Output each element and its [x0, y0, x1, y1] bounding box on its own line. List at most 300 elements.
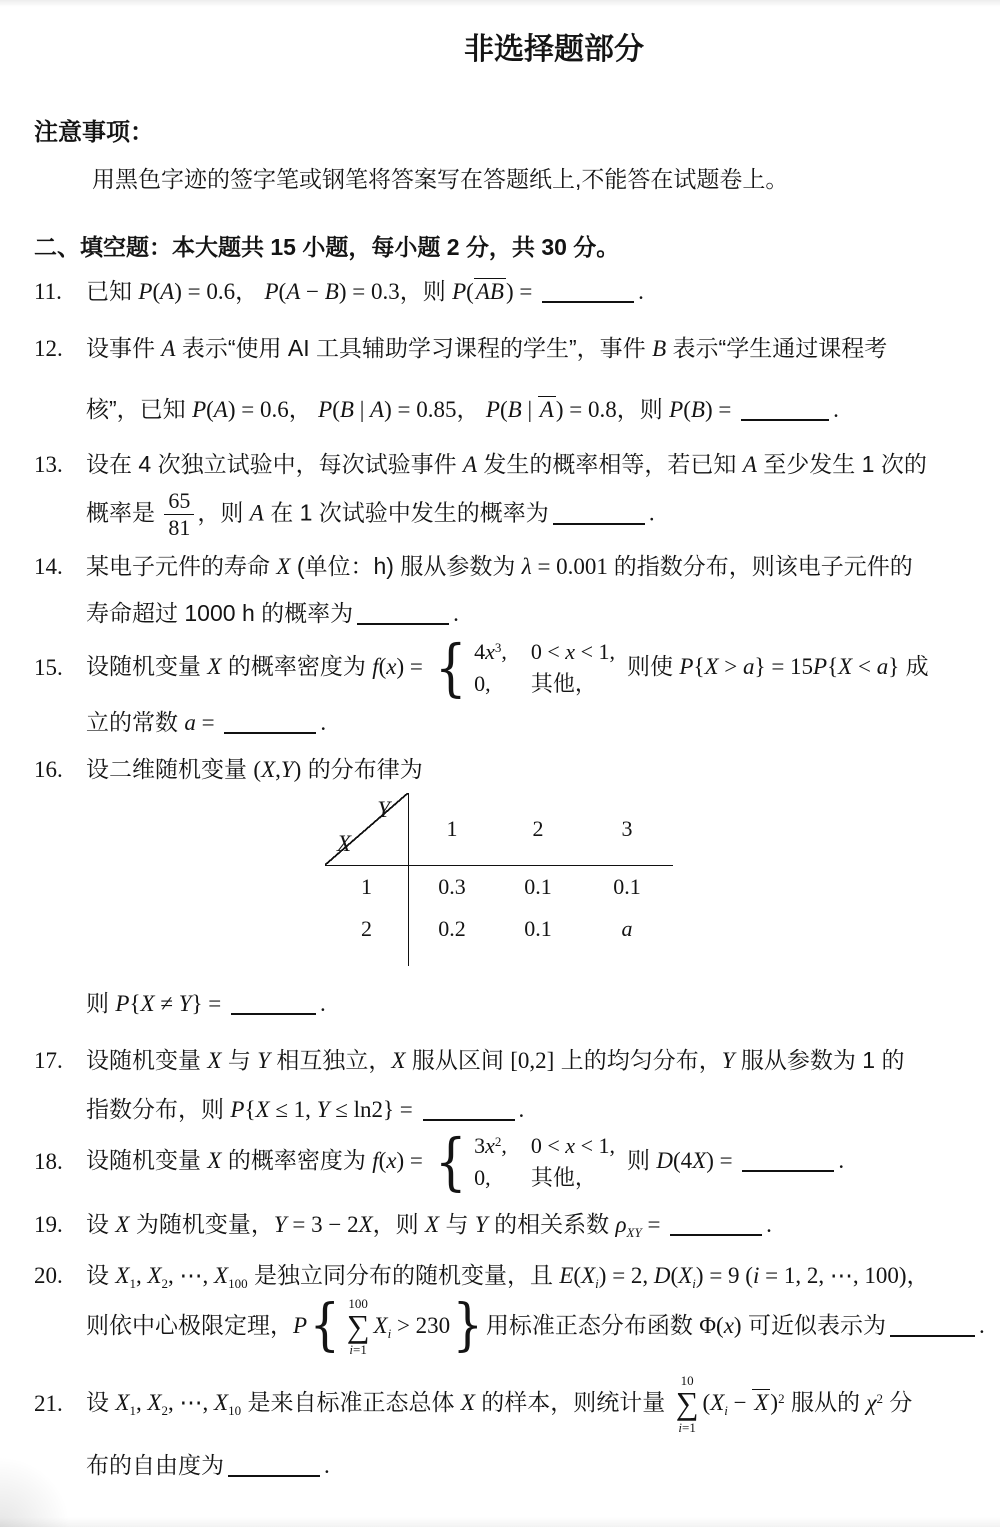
superscript: 3 [494, 640, 502, 655]
text-run: 设 [86, 1389, 116, 1416]
math-var: P [115, 991, 130, 1016]
math-text: , [501, 639, 507, 664]
text-run: 的相关系数 [487, 1211, 616, 1237]
fraction-denominator: 81 [164, 514, 194, 541]
math-var: X [276, 554, 291, 579]
question-21-line-2 [86, 1448, 970, 1483]
table-col-header: 2 [495, 793, 581, 866]
math-text: = 1, 2, ⋯, 100) [759, 1263, 907, 1288]
text-run: 相互独立， [270, 1047, 392, 1073]
math-text: ( [206, 397, 214, 422]
math-var: B [652, 336, 667, 361]
math-var: P [230, 1097, 245, 1122]
piecewise-cell [531, 1165, 615, 1191]
text-run: 概率是 [86, 499, 162, 526]
text-run: 是来自标准正态总体 [241, 1389, 461, 1416]
math-text: > 230 [391, 1312, 451, 1338]
math-var: X [207, 654, 222, 680]
fraction [164, 488, 194, 541]
table-cell: 0.3 [438, 874, 466, 899]
math-text: . [324, 1452, 330, 1478]
math-text: ) [770, 1390, 779, 1416]
math-var: X [460, 1390, 475, 1416]
big-brace: { [309, 1293, 341, 1359]
superscript: 2 [876, 1391, 883, 1407]
subscript: i [595, 1276, 599, 1291]
text-run: ， [235, 278, 265, 304]
math-var: λ [521, 554, 532, 579]
math-var: A [249, 500, 264, 526]
math-text: } = 15 [754, 654, 814, 680]
math-text: { [244, 1097, 256, 1122]
math-var: X [425, 1212, 440, 1237]
math-text: ) = 2, [598, 1263, 654, 1288]
text-run: 的样本，则统计量 [474, 1389, 672, 1416]
math-text: = 0.001 [531, 554, 614, 579]
text-run: ，则 [399, 278, 453, 304]
question-12-line-2 [86, 392, 970, 427]
math-text: − [300, 279, 325, 304]
sum-operator [347, 1297, 370, 1356]
sum-operator [676, 1374, 699, 1433]
math-text: ) = 0.8 [555, 397, 617, 422]
math-var: A [370, 397, 385, 422]
text-run: 服从区间 [405, 1047, 511, 1073]
text-run: 的指数分布，则该电子元件的 [613, 553, 913, 579]
text-run: ， [906, 1262, 930, 1288]
math-var: B [324, 279, 339, 304]
math-var: A [161, 336, 176, 361]
text-run: 分 [883, 1389, 913, 1416]
sigma-glyph: ∑ [675, 1385, 699, 1422]
subscript: 1 [129, 1276, 136, 1291]
math-var: A [160, 279, 175, 304]
text-run: 成 [899, 653, 929, 680]
math-text: ( [466, 279, 474, 304]
math-var: X [710, 1390, 725, 1416]
answer-blank [224, 732, 316, 734]
math-text: ) = 0.6 [227, 397, 289, 422]
math-text: } = [191, 991, 227, 1016]
piecewise-function [431, 1125, 615, 1199]
fraction-numerator: 65 [168, 488, 191, 513]
math-text: = [195, 710, 221, 735]
math-text: . [766, 1212, 772, 1237]
math-text: 3 [474, 1133, 486, 1158]
math-text: = [641, 1212, 667, 1237]
math-text: < 1, [575, 639, 615, 664]
math-var: i [678, 1419, 682, 1435]
text-run: 设随机变量 [86, 653, 208, 680]
math-var: Y [273, 1212, 287, 1237]
math-var: a [876, 654, 889, 680]
math-var: P [192, 397, 207, 422]
question-13-line-2 [86, 488, 970, 541]
question-19-line-1 [34, 1207, 970, 1242]
text-run: 则 [86, 990, 116, 1016]
table-corner-cell [325, 793, 409, 866]
math-var: X [373, 1312, 388, 1338]
math-var: x [485, 1133, 495, 1158]
math-text: , [135, 1263, 148, 1288]
math-var: χ [866, 1390, 877, 1416]
math-var: Y [178, 991, 192, 1016]
math-var: X [838, 654, 853, 680]
table-cell: 0.1 [613, 874, 641, 899]
text-run: 为随机变量， [129, 1211, 274, 1237]
piecewise-cell [474, 671, 507, 697]
math-text: ) = 0.3 [338, 279, 400, 304]
math-var: X [147, 1263, 162, 1288]
math-var: X [207, 1048, 222, 1073]
math-var: A [462, 452, 478, 477]
math-var: Y [257, 1048, 271, 1073]
question-number-12: 12. [34, 335, 63, 361]
math-text: ) = [396, 654, 429, 680]
math-text: ( [499, 397, 508, 422]
subscript: 2 [161, 1276, 169, 1291]
math-var: X [147, 1390, 162, 1416]
answer-blank [670, 1234, 762, 1236]
text-run: 设 [86, 1262, 116, 1288]
question-number-14: 14. [34, 553, 63, 579]
math-text: . [518, 1097, 525, 1122]
math-text: , ⋯, [168, 1390, 215, 1416]
math-text: . [638, 279, 644, 304]
text-run: 布的自由度为 [86, 1451, 224, 1478]
question-20-line-2 [86, 1293, 985, 1359]
question-17-line-2 [86, 1092, 970, 1127]
text-run: ， [288, 396, 319, 422]
math-var: Y [316, 1097, 330, 1122]
text-run: 与 [439, 1211, 475, 1237]
distribution-table [325, 793, 970, 966]
math-text: ≤ 1, [269, 1097, 317, 1122]
text-run: 至少发生 1 次的 [756, 451, 927, 477]
text-run: 设随机变量 [86, 1147, 208, 1174]
math-text: ) = 9 ( [695, 1263, 753, 1288]
text-run: 表示“使用 AI 工具辅助学习课程的学生”，事件 [175, 335, 653, 361]
math-text: ( [332, 397, 340, 422]
text-run: 用标准正态分布函数 [485, 1311, 700, 1338]
text-run: 设二维随机变量 [86, 756, 254, 782]
math-text: =1 [682, 1419, 696, 1435]
math-var: x [386, 654, 397, 680]
question-15-line-2 [86, 705, 970, 740]
math-var: X [391, 1048, 406, 1073]
text-run: 设 [86, 1211, 116, 1237]
text-run: 服从的 [784, 1389, 867, 1416]
math-text: 0, [474, 671, 491, 696]
math-var: X [115, 1390, 130, 1416]
math-text: ( [378, 654, 387, 680]
math-text: ( [683, 397, 691, 422]
math-var: f [372, 1148, 379, 1174]
math-text: . [320, 710, 327, 735]
math-var: a [743, 654, 755, 680]
math-var: X [581, 1263, 596, 1288]
math-var: P [813, 654, 828, 680]
piecewise-brace: { [434, 631, 467, 705]
math-text: ( [573, 1263, 582, 1288]
math-text: 4 [474, 639, 486, 664]
answer-blank [553, 523, 645, 525]
answer-blank [231, 1013, 316, 1015]
subscript: 1 [129, 1403, 136, 1419]
math-var: X [704, 654, 719, 680]
text-run: 设在 4 次独立试验中，每次试验事件 [86, 451, 463, 477]
piecewise-cell [531, 671, 615, 697]
math-var: x [565, 1133, 576, 1158]
table-cell: a [621, 916, 633, 941]
math-var: x [386, 1148, 397, 1174]
math-var: D [656, 1148, 673, 1174]
piecewise-grid [474, 1133, 615, 1191]
math-text: [0,2] [510, 1048, 555, 1073]
notice-label: 注意事项： [34, 119, 154, 146]
answer-blank [542, 301, 634, 303]
math-text: ) = 0.85 [384, 397, 457, 422]
answer-blank [228, 1475, 320, 1477]
table-col-header: 3 [581, 793, 673, 866]
question-number-18: 18. [34, 1149, 63, 1174]
text-run: 设事件 [86, 335, 162, 361]
section-header: 二、填空题：本大题共 15 小题，每小题 2 分，共 30 分。 [34, 234, 620, 260]
text-run: 寿命超过 1000 h 的概率为 [86, 600, 354, 626]
math-var: X [358, 1212, 373, 1237]
math-var: E [559, 1263, 574, 1288]
text-run: 设随机变量 [86, 1047, 208, 1073]
table-row-label: 2 [325, 908, 409, 950]
text-run: 立的常数 [86, 709, 185, 735]
text-run: ，则 [197, 499, 250, 526]
math-text: , [275, 757, 281, 782]
sum-lower-limit [678, 1421, 695, 1434]
math-var: x [723, 1312, 734, 1338]
question-16-then-line [86, 986, 970, 1021]
text-run: ， [456, 396, 486, 422]
text-run: 其他， [530, 1165, 597, 1190]
text-run: 的分布律为 [301, 756, 423, 782]
text-run: 其他， [530, 671, 597, 696]
math-var: Y [474, 1212, 488, 1237]
math-var: X [754, 1390, 769, 1416]
math-var: x [485, 639, 495, 664]
overline [474, 278, 506, 305]
subscript: 100 [228, 1276, 248, 1291]
table-row-label: 1 [325, 866, 409, 908]
math-var: X [678, 1263, 693, 1288]
sum-lower-limit [349, 1343, 366, 1356]
table-col-header: 1 [409, 793, 495, 866]
math-text: . [320, 991, 326, 1016]
math-text: ( [278, 279, 287, 304]
subscript: XY [626, 1225, 642, 1240]
question-20-line-1 [34, 1258, 970, 1293]
math-var: B [690, 397, 705, 422]
text-run: ，则 [372, 1211, 426, 1237]
math-var: X [140, 991, 155, 1016]
math-text: , [501, 1133, 507, 1158]
math-text: ( [670, 1263, 679, 1288]
math-text: { [129, 991, 141, 1016]
text-run: 指数分布，则 [86, 1096, 231, 1122]
table-cell: 0.1 [524, 874, 552, 899]
math-var: A [213, 397, 228, 422]
math-var: i [349, 1342, 353, 1358]
text-run: 则 [626, 1147, 657, 1174]
text-run: 的概率密度为 [221, 1147, 373, 1174]
text-run: 已知 [86, 278, 139, 304]
math-text: (4 [673, 1148, 693, 1174]
notice-text: 用黑色字迹的签字笔或钢笔将答案写在答题纸上,不能答在试题卷上。 [92, 166, 789, 192]
math-text: ( [702, 1390, 711, 1416]
question-number-11: 11. [34, 278, 62, 304]
piecewise-cell [531, 639, 615, 665]
text-run: 某电子元件的寿命 [86, 553, 277, 579]
math-text: { [693, 654, 705, 680]
answer-blank [742, 1170, 834, 1172]
question-number-19: 19. [34, 1211, 63, 1237]
text-run: 上的均匀分布， [554, 1047, 722, 1073]
text-run: 可近似表示为 [741, 1311, 886, 1338]
math-text: 0 < [530, 1133, 566, 1158]
question-number-21: 21. [34, 1391, 63, 1417]
question-13-line-1 [34, 447, 970, 482]
math-var: Y [721, 1048, 735, 1073]
math-text: ) = [704, 397, 738, 422]
math-var: x [565, 639, 576, 664]
math-text: Φ( [699, 1312, 724, 1338]
math-var: P [318, 397, 333, 422]
superscript: 2 [778, 1391, 785, 1407]
overline [538, 396, 556, 423]
math-text: ) = [505, 279, 539, 304]
question-21-line-1 [34, 1373, 970, 1435]
math-var: P [293, 1312, 308, 1338]
page-title: 非选择题部分 [464, 33, 644, 66]
math-text: = 3 − 2 [286, 1212, 359, 1237]
corner-label-x: X [337, 831, 352, 856]
answer-blank [357, 623, 449, 625]
answer-blank [741, 419, 829, 421]
math-text: { [827, 654, 839, 680]
piecewise-cell [474, 1165, 507, 1191]
math-var: P [679, 654, 694, 680]
text-run: (单位：h) 服从参数为 [290, 553, 522, 579]
math-text: ≤ ln2} = [329, 1097, 419, 1122]
answer-blank [890, 1335, 975, 1337]
sum-upper-limit: 100 [348, 1296, 368, 1311]
math-text: ) [293, 757, 302, 782]
math-text: ) = [706, 1148, 739, 1174]
text-run: 则依中心极限定理， [86, 1311, 293, 1338]
piecewise-grid [474, 639, 615, 697]
math-text: =1 [353, 1342, 367, 1358]
math-text: . [648, 500, 655, 526]
text-run: 在 1 次试验中发生的概率为 [263, 499, 549, 526]
math-var: P [669, 397, 684, 422]
math-var: A [742, 452, 757, 477]
math-text: 0, [474, 1165, 491, 1190]
table-cell: 0.2 [438, 916, 466, 941]
math-text: | [521, 397, 538, 422]
table-cell: 0.1 [524, 916, 552, 941]
question-17-line-1 [34, 1043, 970, 1078]
math-var: X [207, 1148, 222, 1174]
math-text: < 1, [575, 1133, 615, 1158]
subscript: 2 [161, 1403, 169, 1419]
math-var: D [653, 1263, 671, 1288]
math-var: A [286, 279, 301, 304]
math-var: i [752, 1263, 760, 1288]
question-number-20: 20. [34, 1262, 63, 1288]
math-text: ) = 0.6 [174, 279, 236, 304]
math-text: } [888, 654, 900, 680]
math-var: a [184, 710, 196, 735]
subscript: 10 [228, 1403, 242, 1419]
question-number-13: 13. [34, 451, 63, 477]
q16-table-wrap [325, 793, 970, 966]
text-run: 与 [221, 1047, 258, 1073]
text-run: 服从参数为 1 的 [734, 1047, 905, 1073]
math-text: ) = [396, 1148, 429, 1174]
math-text: . [838, 1148, 845, 1174]
math-var: AB [475, 279, 504, 304]
math-var: X [692, 1148, 707, 1174]
math-text: . [978, 1312, 985, 1338]
math-var: B [339, 397, 354, 422]
math-text: − [727, 1390, 753, 1416]
question-12-line-1 [34, 331, 970, 366]
math-var: P [264, 279, 279, 304]
text-run: 发生的概率相等，若已知 [477, 451, 743, 477]
math-text: | [353, 397, 371, 422]
subscript: i [692, 1276, 696, 1291]
piecewise-brace: { [434, 1125, 467, 1199]
math-var: X [214, 1390, 229, 1416]
question-number-16: 16. [34, 756, 63, 782]
superscript: 2 [494, 1134, 502, 1149]
question-number-17: 17. [34, 1047, 63, 1073]
big-brace: } [452, 1293, 484, 1359]
math-text: , ⋯, [168, 1263, 215, 1288]
math-text: < [852, 654, 877, 680]
text-run: 是独立同分布的随机变量，且 [247, 1262, 560, 1288]
question-11-line-1 [34, 274, 970, 309]
subscript: i [387, 1325, 392, 1341]
question-16-line-1 [34, 752, 970, 787]
math-var: X [115, 1263, 130, 1288]
subscript: i [724, 1403, 728, 1419]
math-var: ρ [615, 1212, 627, 1237]
question-15-line-1 [34, 631, 970, 705]
text-run: 表示“学生通过课程考 [666, 335, 888, 361]
math-var: Y [280, 757, 294, 782]
question-14-line-2 [86, 596, 970, 631]
overline [752, 1389, 770, 1416]
math-var: X [261, 757, 276, 782]
math-text: , [135, 1390, 148, 1416]
text-run: 核”，已知 [86, 396, 193, 422]
piecewise-function [431, 631, 615, 705]
math-text: ( [152, 279, 161, 304]
math-text: ( [253, 757, 262, 782]
math-var: P [485, 397, 500, 422]
question-18-line-1 [34, 1125, 970, 1199]
text-run: 的概率密度为 [221, 653, 373, 680]
sigma-glyph: ∑ [346, 1308, 370, 1344]
